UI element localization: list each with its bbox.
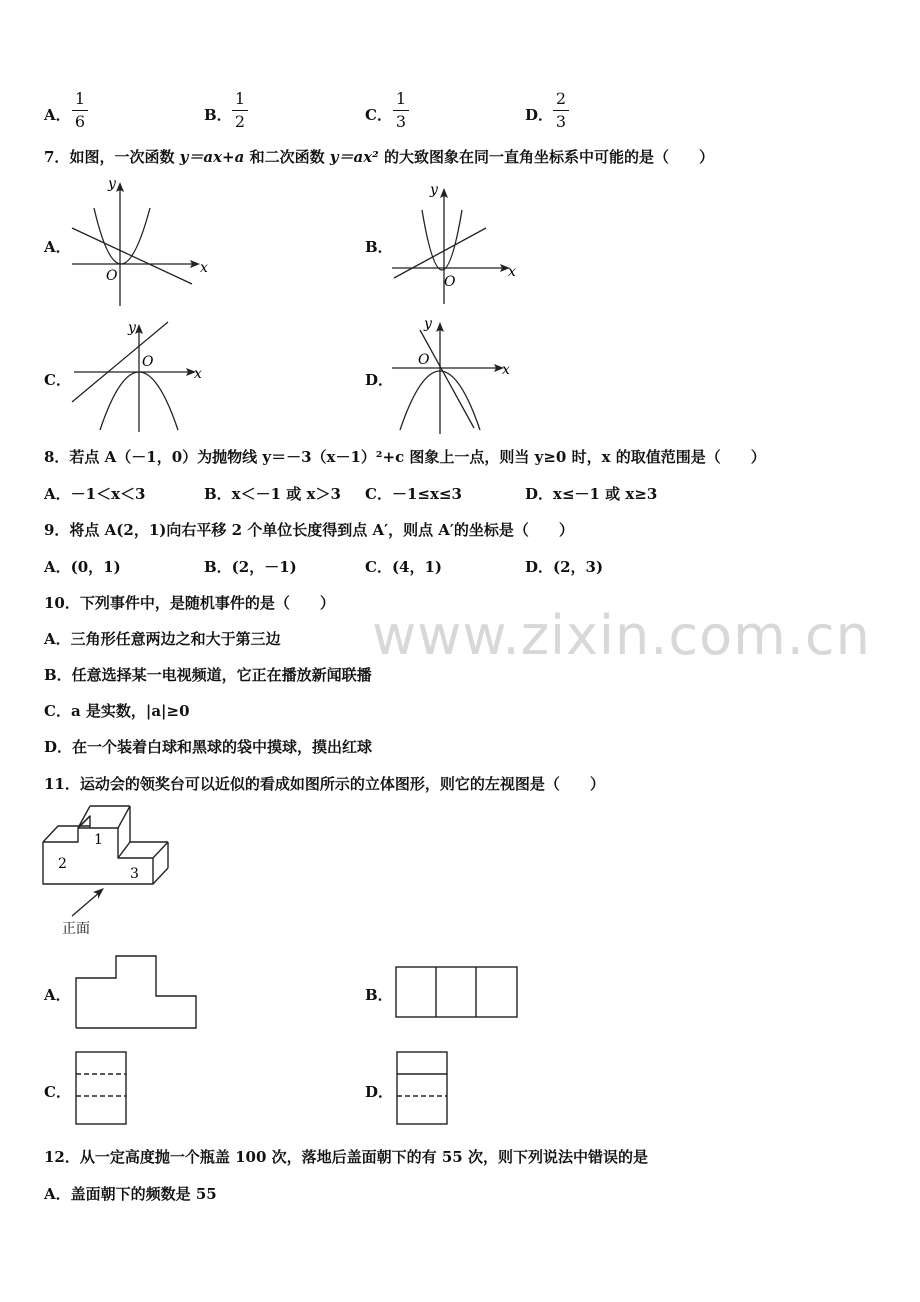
q6-option-d-fraction	[553, 90, 569, 131]
q11-view-c	[74, 1050, 130, 1128]
q6-c-denominator: 3	[395, 112, 407, 131]
podium-label-1: 1	[94, 832, 103, 848]
q6-option-b-fraction	[232, 90, 248, 131]
q7-option-b-label: B．	[365, 238, 393, 256]
q10-option-d: D．在一个装着白球和黑球的袋中摸球，摸出红球	[44, 738, 373, 756]
q9-option-b: B．(2，－1)	[204, 558, 297, 576]
q7-graph-a	[66, 174, 216, 310]
q7-option-c-label: C．	[44, 371, 71, 389]
q11-view-a	[74, 954, 200, 1030]
q6-option-d-label: D．	[525, 106, 554, 124]
podium-label-2: 2	[58, 856, 67, 872]
q11-view-b	[394, 965, 520, 1019]
q6-c-numerator: 1	[395, 89, 407, 108]
q7-a-origin: O	[106, 268, 118, 284]
q6-a-numerator: 1	[74, 89, 86, 108]
q7-stem: 7．如图，一次函数 y＝ax+a 和二次函数 y＝ax² 的大致图象在同一直角坐标系中可能的是（ ）	[44, 148, 714, 166]
q8-option-c: C．－1≤x≤3	[365, 485, 462, 503]
q9-option-a: A．(0，1)	[44, 558, 121, 576]
q9-option-d: D．(2，3)	[525, 558, 604, 576]
q7-d-y-label: y	[424, 316, 432, 332]
q7-a-y-label: y	[108, 176, 116, 192]
q10-option-b: B．任意选择某一电视频道，它正在播放新闻联播	[44, 666, 372, 684]
q11-view-d	[395, 1050, 451, 1128]
watermark: www.zixin.com.cn	[372, 604, 871, 667]
q8-stem: 8．若点 A（－1，0）为抛物线 y＝－3（x－1）²+c 图象上一点，则当 y≥0 时，x 的取值范围是（ ）	[44, 448, 766, 466]
q7-b-y-label: y	[430, 182, 438, 198]
q7-graph-d	[386, 312, 526, 436]
q7-a-x-label: x	[200, 260, 208, 276]
q11-front-label: 正面	[62, 921, 90, 937]
q10-option-c: C．a 是实数，|a|≥0	[44, 702, 190, 720]
q6-option-c-label: C．	[365, 106, 392, 124]
q7-c-y-label: y	[128, 320, 136, 336]
q11-stem: 11．运动会的领奖台可以近似的看成如图所示的立体图形，则它的左视图是（ ）	[44, 775, 605, 793]
q7-c-origin: O	[142, 354, 154, 370]
q7-d-x-label: x	[502, 362, 510, 378]
q11-podium-figure	[38, 800, 178, 940]
q6-option-c-fraction	[393, 90, 409, 131]
q7-graph-b	[386, 180, 526, 310]
q6-option-a-label: A．	[44, 106, 71, 124]
q7-d-origin: O	[418, 352, 430, 368]
podium-label-3: 3	[130, 866, 139, 882]
q7-b-origin: O	[444, 274, 456, 290]
q9-option-c: C．(4，1)	[365, 558, 443, 576]
q7-b-x-label: x	[508, 264, 516, 280]
q11-option-a-label: A．	[44, 986, 71, 1004]
q9-stem: 9．将点 A(2，1)向右平移 2 个单位长度得到点 A′，则点 A′的坐标是（ ）	[44, 521, 574, 539]
q6-d-denominator: 3	[555, 112, 567, 131]
q8-option-d: D．x≤－1 或 x≥3	[525, 485, 658, 503]
q12-option-a: A．盖面朝下的频数是 55	[44, 1185, 217, 1203]
q10-stem: 10．下列事件中，是随机事件的是（ ）	[44, 594, 335, 612]
q6-a-denominator: 6	[74, 112, 86, 131]
q6-d-numerator: 2	[555, 89, 567, 108]
q7-c-x-label: x	[194, 366, 202, 382]
q8-option-a: A．－1＜x＜3	[44, 485, 146, 503]
q6-b-numerator: 1	[234, 89, 246, 108]
q11-option-b-label: B．	[365, 986, 393, 1004]
q6-option-b-label: B．	[204, 106, 232, 124]
q12-stem: 12．从一定高度抛一个瓶盖 100 次，落地后盖面朝下的有 55 次，则下列说法中错误的是	[44, 1148, 648, 1166]
q11-option-c-label: C．	[44, 1083, 71, 1101]
q11-option-d-label: D．	[365, 1083, 394, 1101]
q7-option-a-label: A．	[44, 238, 71, 256]
q6-b-denominator: 2	[234, 112, 246, 131]
q10-option-a: A．三角形任意两边之和大于第三边	[44, 630, 281, 648]
q6-option-a-fraction	[72, 90, 88, 131]
q8-option-b: B．x＜－1 或 x＞3	[204, 485, 341, 503]
q7-option-d-label: D．	[365, 371, 394, 389]
q7-graph-c	[66, 314, 216, 434]
